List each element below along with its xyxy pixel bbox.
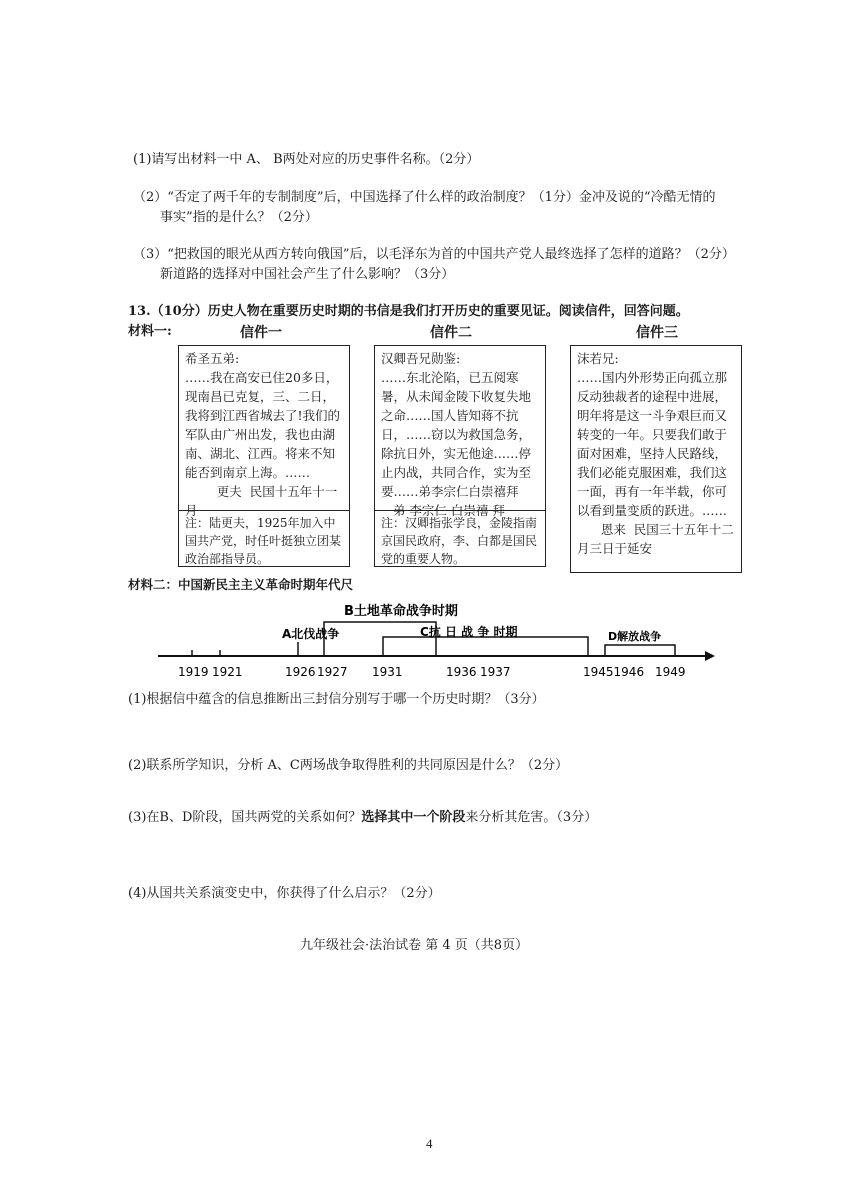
- page-number: 4: [426, 1136, 433, 1151]
- letter3-body: 沫若兄: ……国内外形势正向孤立那反动独裁者的途程中进展，明年将是这一斗争艰巨而又转变的一年。只要我们敢于面对困难，坚持人民路线，我们必能克服困难，我们这一面，再有一年半载，你可以看到量变质的跃进。…… 恩来 民国三十五年十二月三日于延安: [577, 351, 734, 556]
- year-1936: 1936: [446, 665, 477, 679]
- year-1937: 1937: [480, 665, 511, 679]
- year-1921: 1921: [212, 665, 243, 679]
- year-19451946: 19451946: [583, 665, 645, 679]
- q13-sub4: (4)从国共关系演变史中，你获得了什么启示？（2分）: [128, 886, 441, 901]
- label-c: C抗 日 战 争 时期: [420, 625, 518, 639]
- letter2-body: 汉卿吾兄勋鉴: ……东北沦陷，已五阅寒暑，从未闻金陵下收复失地之命……国人皆知蒋不抗日，……窃以为救国急务，除抗日外，实无他途……停止内战，共同合作，实为至要……弟李宗仁白崇禧拜 弟 李宗仁 白崇禧 拜: [381, 351, 532, 518]
- q12-sub3-line1: （3）“把救国的眼光从西方转向俄国”后，以毛泽东为首的中国共产党人最终选择了怎样的道路？（2分）: [133, 247, 735, 262]
- q13-intro: 13.（10分）历史人物在重要历史时期的书信是我们打开历史的重要见证。阅读信件，回答问题。: [128, 304, 689, 319]
- timeline-chart: [150, 590, 720, 685]
- letter2-note: 注：汉卿指张学良，金陵指南京国民政府，李、白都是国民党的重要人物。: [375, 510, 545, 571]
- label-d: D解放战争: [608, 630, 662, 643]
- q13-sub1: (1)根据信中蕴含的信息推断出三封信分别写于哪一个历史时期？（3分）: [128, 692, 545, 707]
- timeline-arrow-icon: [705, 651, 715, 661]
- letter2-box: [374, 345, 546, 567]
- letter1-body: 希圣五弟: ……我在高安已住20多日，现南昌已克复，三、二日，我将到江西省城去了!我们的军队由广州出发，我也由湖南、湖北、江西。将来不知能否到南京上海。…… 更夫 民国十五年十一月: [185, 351, 341, 518]
- letter3-title: 信件三: [636, 325, 678, 341]
- q12-sub2-line2: 事实”指的是什么？（2分）: [160, 210, 318, 225]
- q13-sub3-part3: 来分析其危害。（3分）: [465, 810, 598, 825]
- letter1-title: 信件一: [240, 325, 282, 341]
- q13-sub3-emphasis: 选择其中一个阶段: [361, 810, 466, 825]
- exam-footer: 九年级社会·法治试卷 第 4 页（共8页）: [300, 938, 529, 953]
- material2-label: 材料二：中国新民主主义革命时期年代尺: [128, 577, 354, 592]
- bracket-c: [383, 637, 588, 656]
- letter2-title: 信件二: [430, 325, 472, 341]
- label-a: A北伐战争: [282, 627, 340, 641]
- q13-sub3-part1: (3)在B、D阶段，国共两党的关系如何？: [128, 810, 362, 825]
- year-1931: 1931: [372, 665, 403, 679]
- year-1926: 1926: [285, 665, 316, 679]
- q13-sub3: [128, 808, 597, 828]
- year-1919: 1919: [178, 665, 209, 679]
- letter1-box: [178, 345, 350, 567]
- q12-sub3-line2: 新道路的选择对中国社会产生了什么影响？（3分）: [160, 267, 455, 282]
- label-b: B土地革命战争时期: [344, 604, 458, 619]
- material1-label: 材料一:: [128, 324, 172, 339]
- letter3-box: [570, 345, 742, 573]
- year-1949: 1949: [655, 665, 686, 679]
- q12-sub2-line1: （2）“否定了两千年的专制制度”后，中国选择了什么样的政治制度？（1分）金冲及说的“冷酷无情的: [133, 190, 716, 205]
- year-1927: 1927: [317, 665, 348, 679]
- letter1-note: 注：陆更夫，1925年加入中国共产党，时任叶挺独立团某政治部指导员。: [179, 510, 349, 571]
- q13-sub2: (2)联系所学知识，分析 A、C两场战争取得胜利的共同原因是什么？（2分）: [128, 758, 569, 773]
- bracket-d: [605, 645, 675, 656]
- q12-sub1: (1)请写出材料一中 A、 B两处对应的历史事件名称。（2分）: [133, 152, 480, 167]
